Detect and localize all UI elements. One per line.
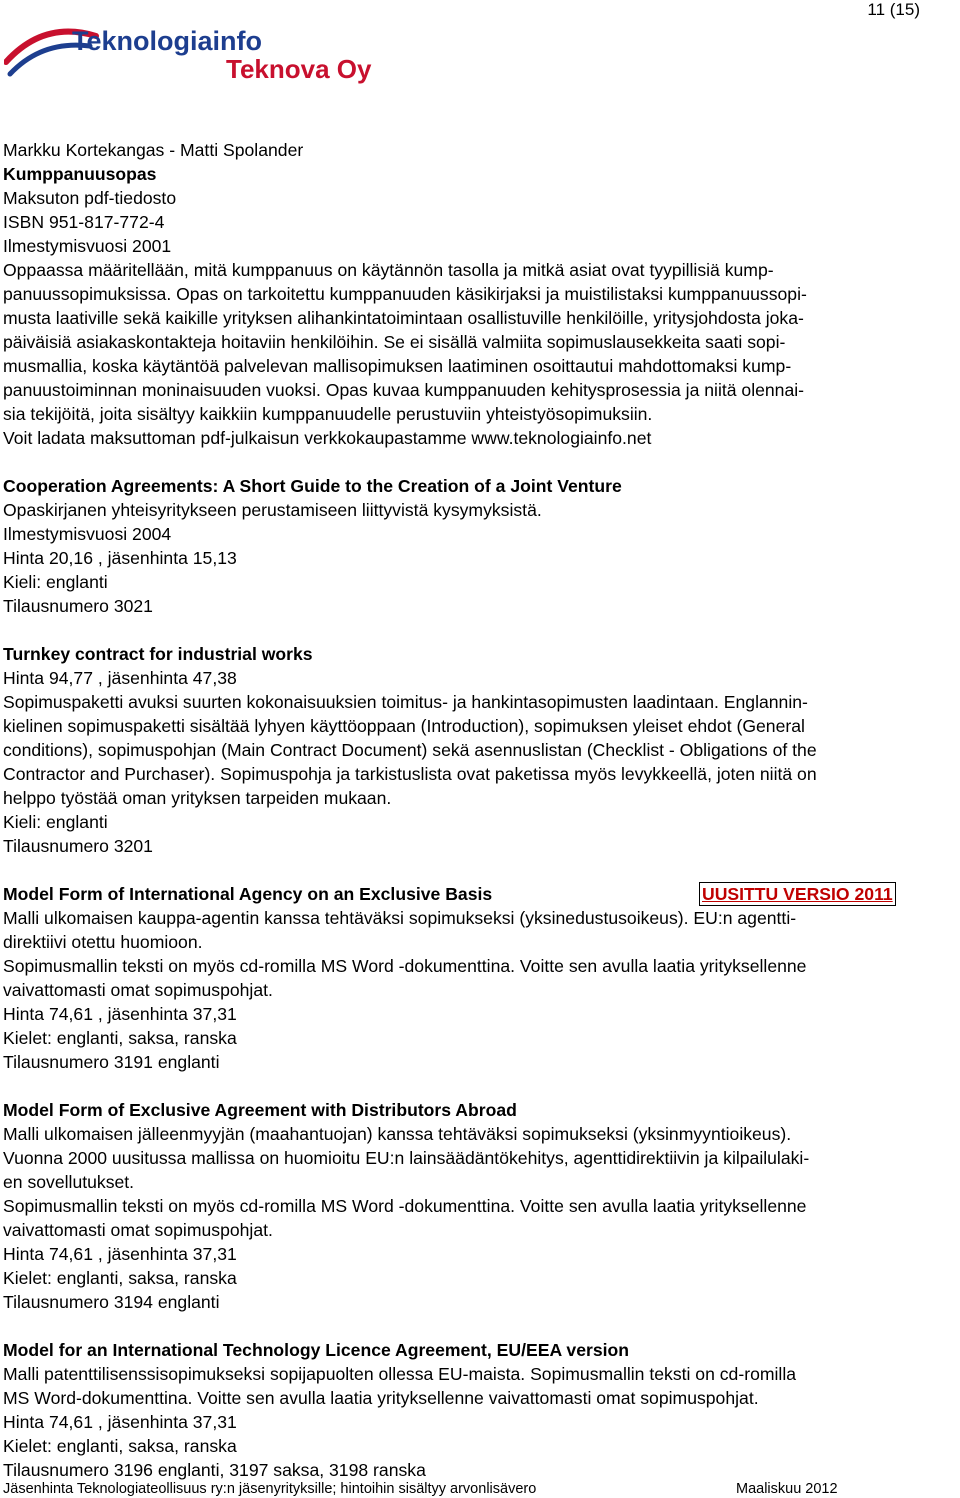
product-price: Hinta 94,77 , jäsenhinta 47,38 <box>3 668 237 688</box>
intro-line: päiväisiä asiakaskontakteja hoitaviin henkilöihin. Se ei sisällä valmiita sopimuslausekkeita saati sopi- <box>3 332 786 352</box>
product-order-number: Tilausnumero 3194 englanti <box>3 1292 220 1312</box>
intro-line: Ilmestymisvuosi 2001 <box>3 236 172 256</box>
product-price: Hinta 74,61 , jäsenhinta 37,31 <box>3 1412 237 1432</box>
product-section <box>3 1098 958 1314</box>
footer-date: Maaliskuu 2012 <box>736 1481 838 1497</box>
product-title-row <box>3 882 958 906</box>
product-price: Hinta 20,16 , jäsenhinta 15,13 <box>3 548 237 568</box>
authors: Markku Kortekangas - Matti Spolander <box>3 140 304 160</box>
product-title: Model Form of International Agency on an Exclusive Basis <box>3 884 493 904</box>
product-section <box>3 1338 958 1482</box>
intro-line: panuustoiminnan moninaisuuden vuoksi. Opas kuvaa kumppanuuden kehitysprosessia ja niitä olennai- <box>3 380 805 400</box>
product-line: Ilmestymisvuosi 2004 <box>3 524 172 544</box>
product-line: MS Word-dokumenttina. Voitte sen avulla laatia yrityksellenne vaivattomasti omat sopimuspohjat. <box>3 1388 759 1408</box>
product-line: Malli ulkomaisen jälleenmyyjän (maahantuojan) kanssa tehtäväksi sopimukseksi (yksinmyyntioikeus). <box>3 1124 792 1144</box>
document-body <box>3 138 958 1482</box>
product-line: Contractor and Purchaser). Sopimuspohja ja tarkistuslista ovat paketissa myös levykkeellä, joten niitä on <box>3 764 817 784</box>
product-order-number: Tilausnumero 3191 englanti <box>3 1052 220 1072</box>
page-number: 11 (15) <box>867 0 920 19</box>
product-line: helppo työstää oman yrityksen tarpeiden mukaan. <box>3 788 392 808</box>
teknologiainfo-logo <box>4 22 384 84</box>
product-line: kielinen sopimuspaketti sisältää lyhyen käyttöoppaan (Introduction), sopimuksen yleiset ehdot (General <box>3 716 805 736</box>
intro-line: Oppaassa määritellään, mitä kumppanuus on käytännön tasolla ja mitkä asiat ovat tyypillisiä kump- <box>3 260 774 280</box>
product-section <box>3 882 958 1074</box>
product-line: Sopimuspaketti avuksi suurten kokonaisuuksien toimitus- ja hankintasopimusten laadintaan. Englannin- <box>3 692 808 712</box>
product-line: direktiivi otettu huomioon. <box>3 932 203 952</box>
product-line: Malli patenttilisenssisopimukseksi sopijapuolten ollessa EU-maista. Sopimusmallin teksti on cd-romilla <box>3 1364 797 1384</box>
product-order-number: Tilausnumero 3021 <box>3 596 153 616</box>
product-section <box>3 474 958 618</box>
product-line: vaivattomasti omat sopimuspohjat. <box>3 980 273 1000</box>
product-line: conditions), sopimuspohjan (Main Contract Document) sekä asennuslistan (Checklist - Obligations of the <box>3 740 817 760</box>
product-line: Kielet: englanti, saksa, ranska <box>3 1436 237 1456</box>
product-price: Hinta 74,61 , jäsenhinta 37,31 <box>3 1244 237 1264</box>
product-line: vaivattomasti omat sopimuspohjat. <box>3 1220 273 1240</box>
product-section <box>3 642 958 858</box>
product-line: Malli ulkomaisen kauppa-agentin kanssa tehtäväksi sopimukseksi (yksinedustusoikeus). EU:n agentti- <box>3 908 797 928</box>
product-title: Model Form of Exclusive Agreement with Distributors Abroad <box>3 1100 517 1120</box>
intro-download-link[interactable]: Voit ladata maksuttoman pdf-julkaisun verkkokaupastamme www.teknologiainfo.net <box>3 428 652 448</box>
page-footer <box>3 1480 958 1498</box>
intro-line: panuussopimuksissa. Opas on tarkoitettu kumppanuuden käsikirjaksi ja muistilistaksi kumppanuussopi- <box>3 284 807 304</box>
new-version-badge: UUSITTU VERSIO 2011 <box>699 882 896 906</box>
product-price: Hinta 74,61 , jäsenhinta 37,31 <box>3 1004 237 1024</box>
logo-line1: Teknologiainfo <box>72 26 262 56</box>
product-line: Opaskirjanen yhteisyritykseen perustamiseen liittyvistä kysymyksistä. <box>3 500 542 520</box>
product-line: en sovellutukset. <box>3 1172 135 1192</box>
product-title: Model for an International Technology Licence Agreement, EU/EEA version <box>3 1340 629 1360</box>
logo-graphic <box>4 22 384 84</box>
intro-line: sia tekijöitä, joita sisältyy kaikkiin kumppanuudelle perustuviin yhteistyösopimuksiin. <box>3 404 653 424</box>
intro-line: ISBN 951-817-772-4 <box>3 212 165 232</box>
product-title: Turnkey contract for industrial works <box>3 644 313 664</box>
product-line: Vuonna 2000 uusitussa mallissa on huomioitu EU:n lainsäädäntökehitys, agenttidirektiivin ja kilpailulaki- <box>3 1148 810 1168</box>
product-line: Sopimusmallin teksti on myös cd-romilla MS Word -dokumenttina. Voitte sen avulla laatia yrityksellenne <box>3 1196 807 1216</box>
product-line: Kielet: englanti, saksa, ranska <box>3 1028 237 1048</box>
product-order-number: Tilausnumero 3201 <box>3 836 153 856</box>
product-line: Kieli: englanti <box>3 572 108 592</box>
product-line: Kieli: englanti <box>3 812 108 832</box>
intro-line: musmallia, koska käytäntöä palvelevan mallisopimuksen laatiminen osoittautui mahdottomaksi kump- <box>3 356 792 376</box>
product-line: Sopimusmallin teksti on myös cd-romilla MS Word -dokumenttina. Voitte sen avulla laatia yrityksellenne <box>3 956 807 976</box>
footer-note: Jäsenhinta Teknologiateollisuus ry:n jäsenyrityksille; hintoihin sisältyy arvonlisävero <box>3 1481 537 1497</box>
intro-line: Maksuton pdf-tiedosto <box>3 188 177 208</box>
product-order-number: Tilausnumero 3196 englanti, 3197 saksa, 3198 ranska <box>3 1460 426 1480</box>
product-line: Kielet: englanti, saksa, ranska <box>3 1268 237 1288</box>
intro-line: musta laativille sekä kaikille yrityksen alihankintatoimintaan osallistuville henkilöille, yritysjohdosta joka- <box>3 308 804 328</box>
logo-line2: Teknova Oy <box>226 54 372 84</box>
intro-section <box>3 138 958 450</box>
product-title: Cooperation Agreements: A Short Guide to the Creation of a Joint Venture <box>3 476 622 496</box>
intro-title: Kumppanuusopas <box>3 164 157 184</box>
